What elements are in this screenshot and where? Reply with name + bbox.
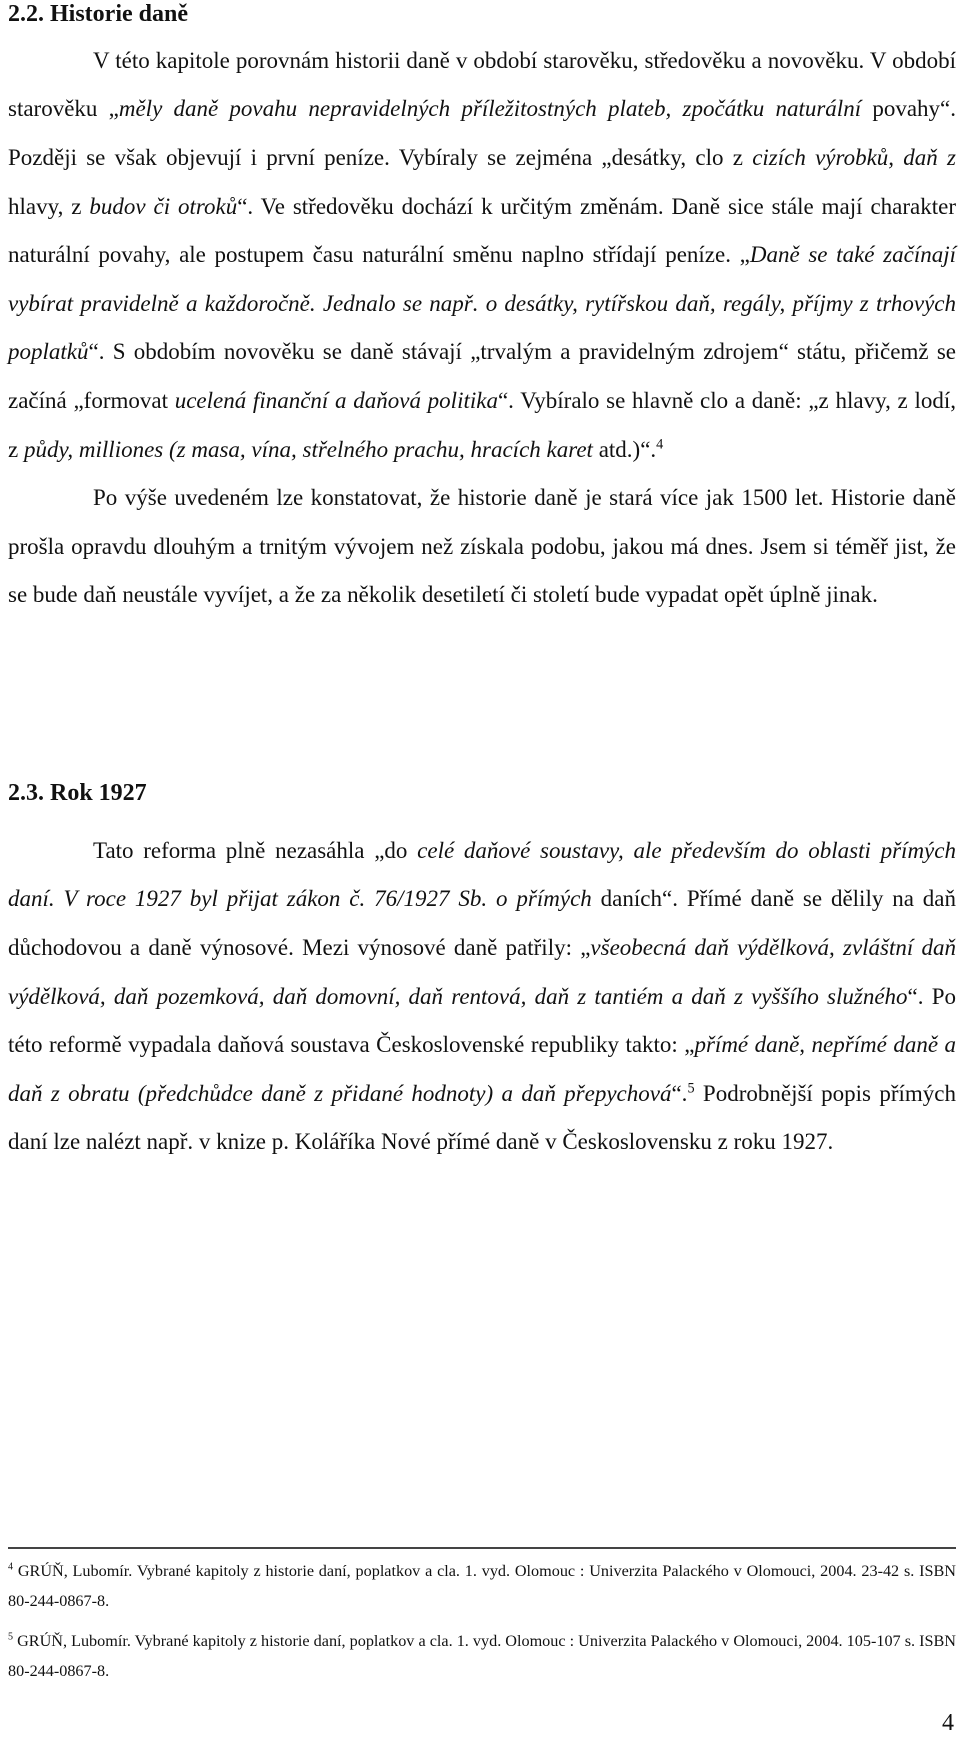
page-number: 4 — [942, 1710, 954, 1736]
text-run: “. — [671, 1080, 688, 1106]
footnote-number: 5 — [8, 1631, 14, 1643]
quote-italic: všeobecná daň výdělková, zvláštní daň výdělková, daň pozemková, daň domovní, daň rentová, daň z tantiém a daň z vyššího služného — [8, 934, 956, 1009]
section-year-1927 — [8, 779, 956, 1167]
text-run: povahy“. Později se však objevují i první peníze. Vybíraly se zejména „desátky, clo z — [8, 96, 956, 170]
paragraph — [8, 37, 956, 474]
footnote-text: GRÚŇ, Lubomír. Vybrané kapitoly z historie daní, poplatkov a cla. 1. vyd. Olomouc : Univerzita Palackého v Olomouci, 2004. 23-42 s. ISBN 80-244-0867-8. — [8, 1562, 956, 1610]
paragraph — [8, 827, 956, 1167]
section-history — [8, 0, 956, 620]
quote-italic: o přímých — [496, 886, 592, 912]
footnotes — [8, 1556, 956, 1696]
footnote — [8, 1626, 956, 1686]
quote-italic: ucelená finanční a daňová politika — [174, 387, 498, 413]
footnote — [8, 1556, 956, 1616]
footnote-separator — [8, 1547, 956, 1549]
footnote-ref: 5 — [687, 1080, 695, 1097]
paragraph — [8, 474, 956, 620]
quote-italic: cizích výrobků, daň z — [752, 144, 956, 170]
text-run: atd.)“. — [592, 436, 657, 462]
text-run: Po výše uvedeném lze konstatovat, že historie daně je stará více jak 1500 let. Historie daně prošla opravdu dlouhým a trnitým vývojem než získala podobu, jakou má dnes. Jsem si téměř jist, že se bude daň neustále vyvíjet, a že za několik desetiletí či století bude vypadat opět úplně jinak. — [8, 485, 956, 608]
footnote-text: GRÚŇ, Lubomír. Vybrané kapitoly z historie daní, poplatkov a cla. 1. vyd. Olomouc : Univerzita Palackého v Olomouci, 2004. 105-107 s. ISBN 80-244-0867-8. — [8, 1632, 956, 1680]
text-run: “. Po této reformě vypadala daňová soustava Československé republiky takto: „ — [8, 983, 956, 1058]
footnote-ref: 4 — [656, 435, 664, 452]
text-run: Tato reforma plně nezasáhla „do — [93, 837, 418, 863]
text-run: Podrobnější popis přímých daní lze nalézt např. v knize p. Koláříka Nové přímé daně v Československu z roku 1927. — [8, 1080, 956, 1155]
quote-italic: přímé daně, nepřímé daně a daň z obratu (předchůdce daně z přidané hodnoty) a daň přepychová — [8, 1032, 956, 1106]
text-run — [487, 886, 496, 911]
text-run: “. Ve středověku dochází k určitým změnám. Daně sice stále mají charakter naturální povahy, ale postupem času naturální směnu naplno střídají peníze. „ — [8, 193, 956, 268]
quote-italic: půdy, milliones (z masa, vína, střelného prachu, hracích karet — [23, 436, 593, 462]
section-heading: 2.2. Historie daně — [8, 1, 188, 27]
text-run: “. Vybíralo se hlavně clo a daně: „z hlavy, z lodí, z — [8, 387, 957, 462]
section-heading: 2.3. Rok 1927 — [8, 780, 147, 806]
quote-italic: celé daňové soustavy, ale především do oblasti přímých daní. V roce 1927 byl přijat zákon č. 76/1927 Sb. — [8, 837, 956, 912]
quote-italic: Daně se také začínají vybírat pravidelně a každoročně. Jednalo se např. o desátky, rytířskou daň, regály, příjmy z trhových poplatků — [8, 242, 956, 365]
text-run: daních“. Přímé daně se dělily na daň důchodovou a daně výnosové. Mezi výnosové daně patřily: „ — [8, 886, 957, 960]
footnote-number: 4 — [8, 1561, 14, 1573]
quote-italic: budov či otroků — [89, 193, 238, 219]
text-run: V této kapitole porovnám historii daně v období starověku, středověku a novověku. V období starověku „ — [8, 47, 956, 122]
text-run: hlavy, z — [8, 193, 90, 219]
text-run: “. S obdobím novověku se daně stávají „trvalým a pravidelným zdrojem“ státu, přičemž se začíná „formovat — [8, 339, 956, 413]
quote-italic: měly daně povahu nepravidelných příležitostných plateb, zpočátku naturální — [118, 96, 862, 122]
